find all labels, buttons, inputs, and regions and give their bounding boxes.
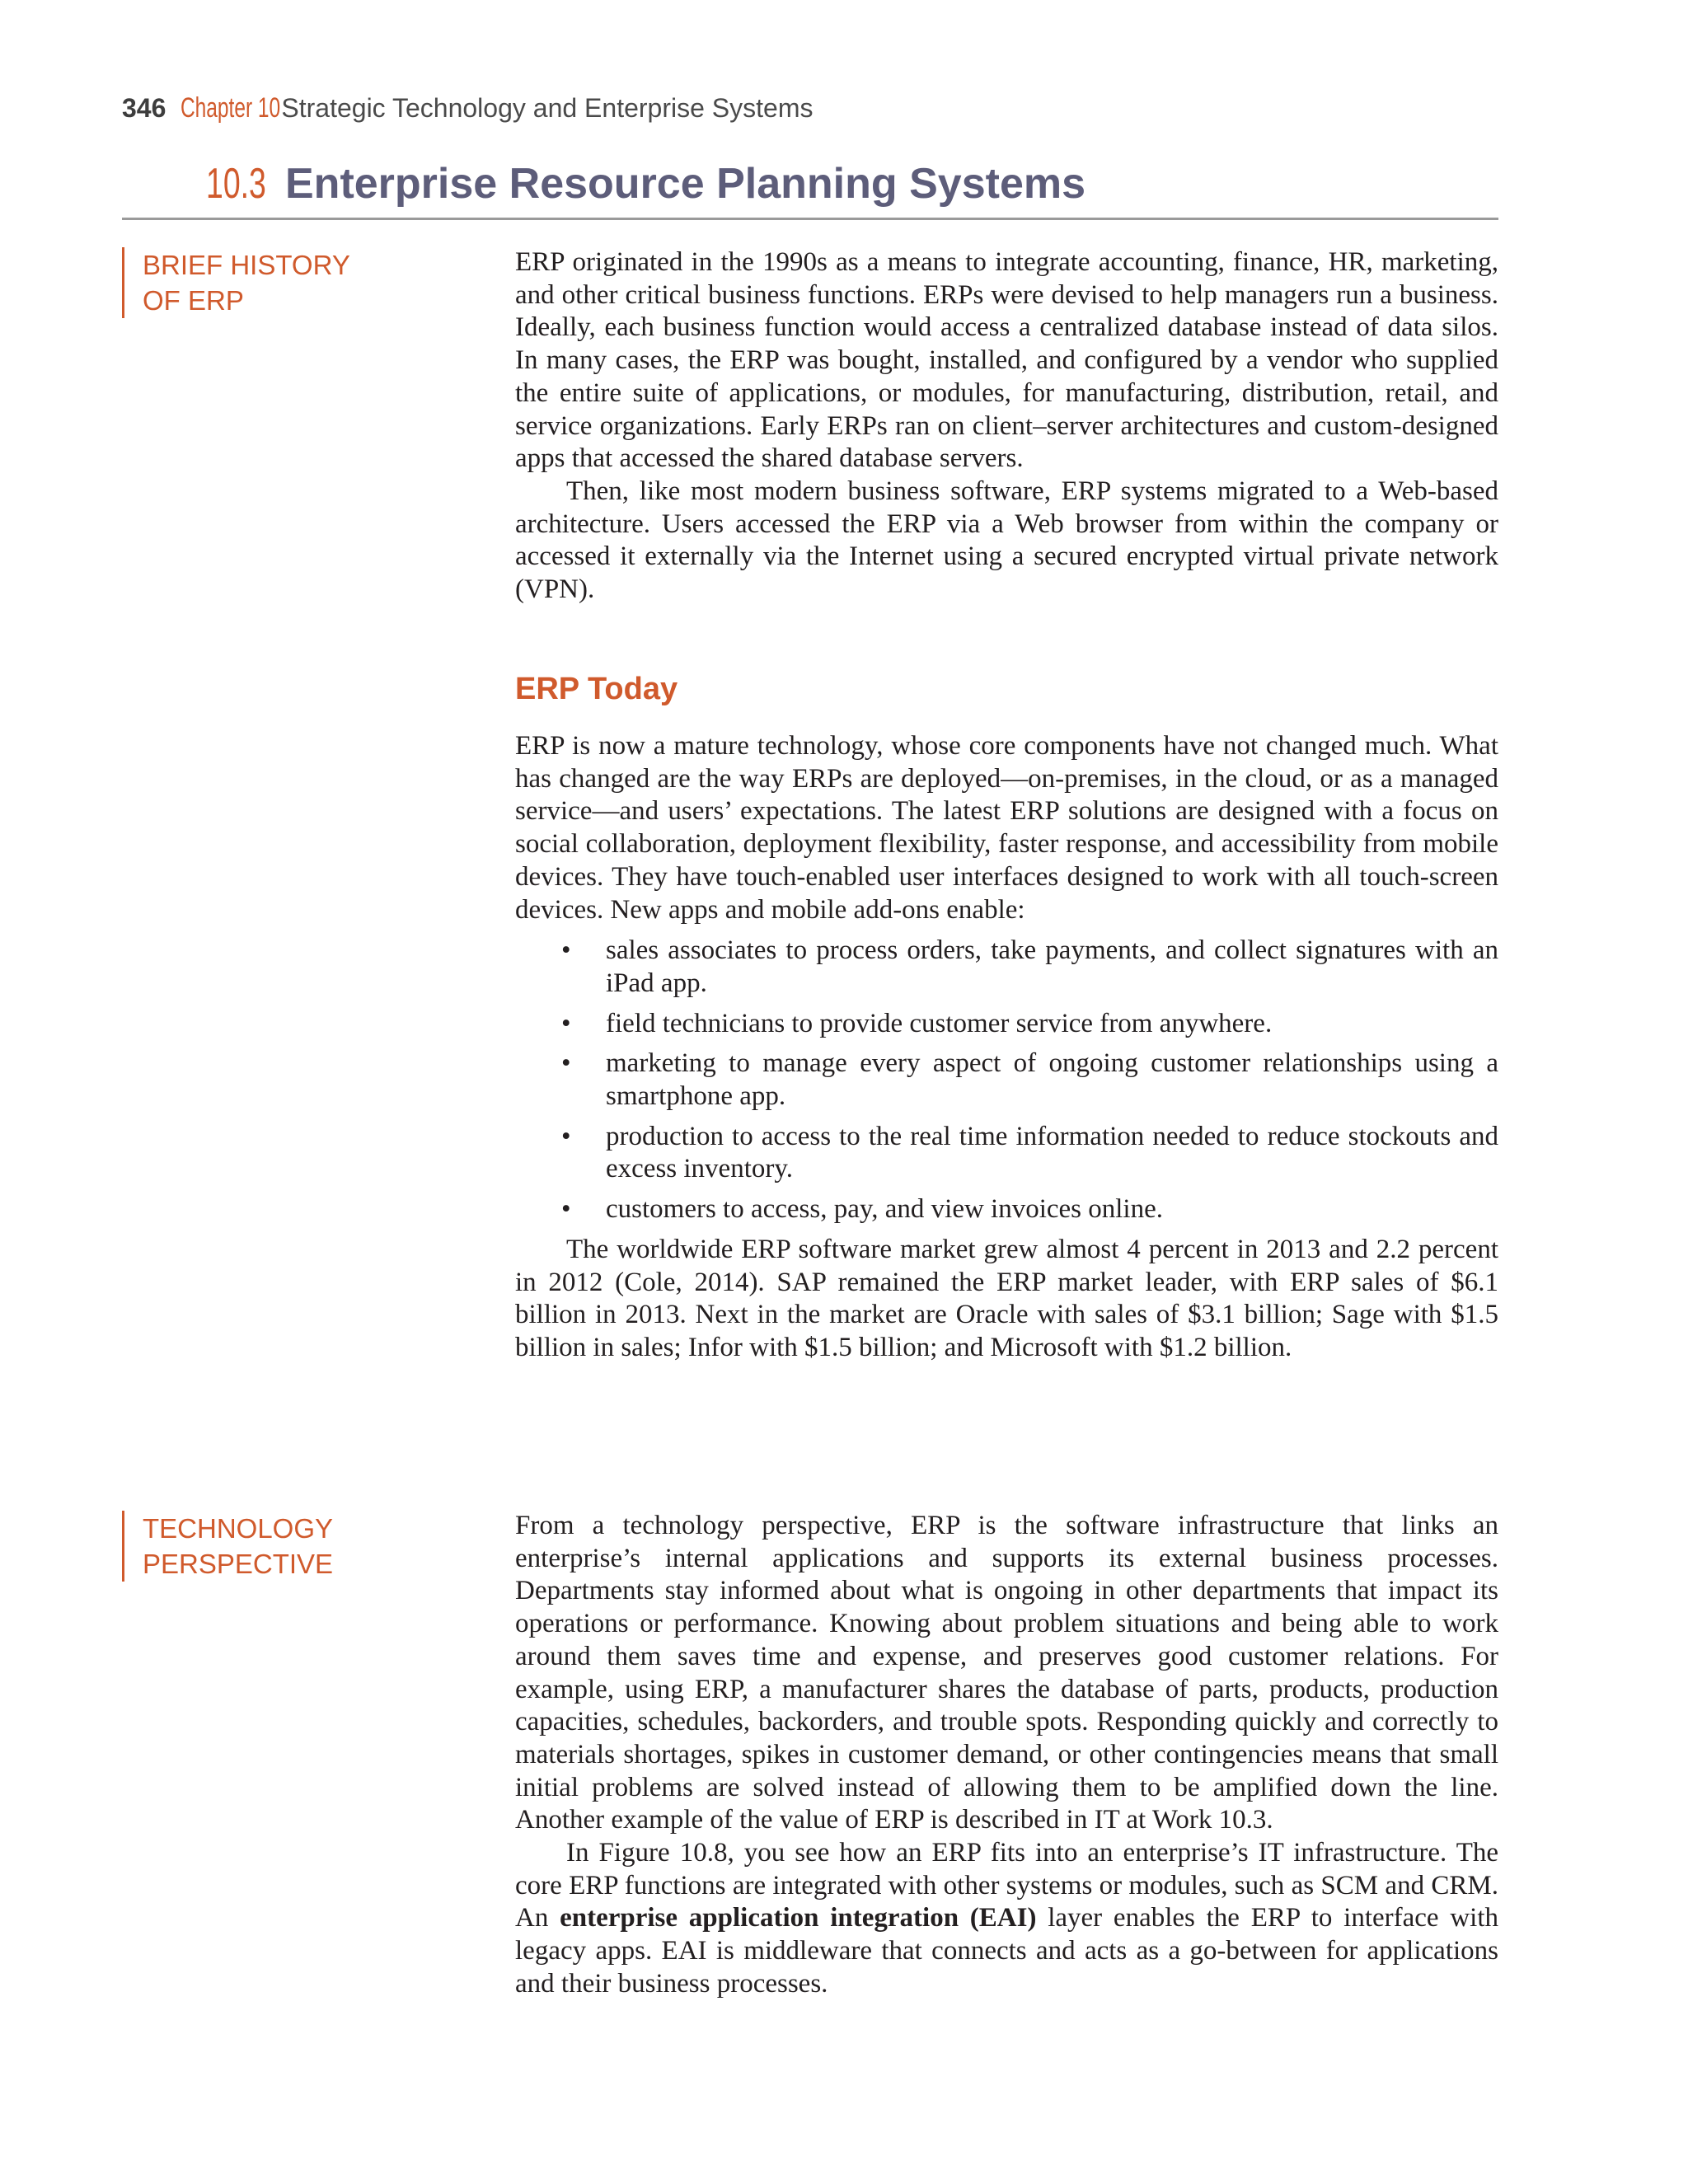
erp-today-section — [515, 730, 1498, 1365]
section-title: Enterprise Resource Planning Systems — [285, 160, 1086, 208]
margin-label-line: BRIEF HISTORY — [143, 250, 350, 280]
margin-label-line: TECHNOLOGY — [143, 1513, 334, 1544]
list-item: • field technicians to provide customer service from anywhere. — [515, 1008, 1498, 1041]
section-heading — [206, 159, 1085, 209]
technology-paragraph-2: In Figure 10.8, you see how an ERP fits into an enterprise’s IT infrastructure. The core ERP functions are integrated with other systems or modules, such as SCM and CRM. An enterprise application integration (EAI) layer enables the ERP to interface with legacy apps. EAI is middleware that connects and acts as a go-between for applications and their business processes. — [515, 1838, 1498, 1999]
list-item: • marketing to manage every aspect of ongoing customer relationships using a smartphone app. — [561, 1048, 1498, 1112]
subheading-erp-today: ERP Today — [515, 672, 678, 706]
erp-today-intro: ERP is now a mature technology, whose core components have not changed much. What has changed are the way ERPs are deployed—on-premises, in the cloud, or as a managed service—and users’ expectations. The latest ERP solutions are designed with a focus on social collaboration, deployment flexibility, faster response, and accessibility from mobile devices. They have touch-enabled user interfaces designed to work with all touch-screen devices. New apps and mobile add-ons enable: — [515, 731, 1498, 925]
margin-label-brief-history — [122, 247, 350, 318]
bullet-icon: • — [561, 1194, 571, 1225]
running-head-title: Strategic Technology and Enterprise Systems — [281, 93, 814, 123]
history-paragraph-2: Then, like most modern business software, ERP systems migrated to a Web-based architecture. Users accessed the ERP via a Web browser from within the company or accessed it externally via the Internet using a secured encrypted virtual private network (VPN). — [515, 476, 1498, 605]
bullet-icon: • — [561, 1121, 571, 1151]
chapter-label: Chapter 10 — [181, 92, 281, 124]
list-item: • sales associates to process orders, take payments, and collect signatures with an iPad app. — [561, 935, 1498, 998]
margin-label-line: PERSPECTIVE — [143, 1549, 334, 1579]
section-number: 10.3 — [206, 160, 266, 208]
bullet-icon: • — [561, 1008, 571, 1038]
feature-list — [515, 935, 1498, 1226]
margin-label-technology-perspective — [122, 1511, 333, 1582]
market-paragraph: The worldwide ERP software market grew almost 4 percent in 2013 and 2.2 percent in 2012 (Cole, 2014). SAP remained the ERP market leader, with ERP sales of $6.1 billion in 2013. Next in the market are Oracle with sales of $3.1 billion; Sage with $1.5 billion in sales; Infor with $1.5 billion; and Microsoft with $1.2 billion. — [515, 1234, 1498, 1362]
history-section — [515, 246, 1498, 607]
list-item: • customers to access, pay, and view invoices online. — [515, 1193, 1498, 1226]
running-head — [122, 92, 813, 124]
bullet-icon: • — [561, 1048, 571, 1079]
key-term: enterprise application integration (EAI) — [560, 1903, 1037, 1933]
page-number: 346 — [122, 93, 166, 123]
margin-label-line: OF ERP — [143, 285, 244, 316]
history-paragraph-1: ERP originated in the 1990s as a means to integrate accounting, finance, HR, marketing, and other critical business functions. ERPs were devised to help managers run a business. Ideally, each business function would access a centralized database instead of data silos. In many cases, the ERP was bought, installed, and configured by a vendor who supplied the entire suite of applications, or modules, for manufacturing, distribution, retail, and service organizations. Early ERPs ran on client–server architectures and custom-designed apps that accessed the shared database servers. — [515, 247, 1498, 474]
technology-paragraph-1: From a technology perspective, ERP is the software infrastructure that links an enterprise’s internal applications and supports its external business processes. Departments stay informed about what is ongoing in other departments that impact its operations or performance. Knowing about problem situations and being able to work around them saves time and expense, and preserves good customer relations. For example, using ERP, a manufacturer shares the database of parts, products, production capacities, schedules, backorders, and trouble spots. Responding quickly and correctly to materials shortages, spikes in customer demand, or other contingencies means that small initial problems are solved instead of allowing them to be amplified down the line. Another example of the value of ERP is described in IT at Work 10.3. — [515, 1511, 1498, 1835]
heading-rule — [122, 218, 1498, 220]
bullet-icon: • — [561, 935, 571, 966]
technology-section — [515, 1510, 1498, 2001]
list-item: • production to access to the real time information needed to reduce stockouts and excess inventory. — [561, 1121, 1498, 1184]
